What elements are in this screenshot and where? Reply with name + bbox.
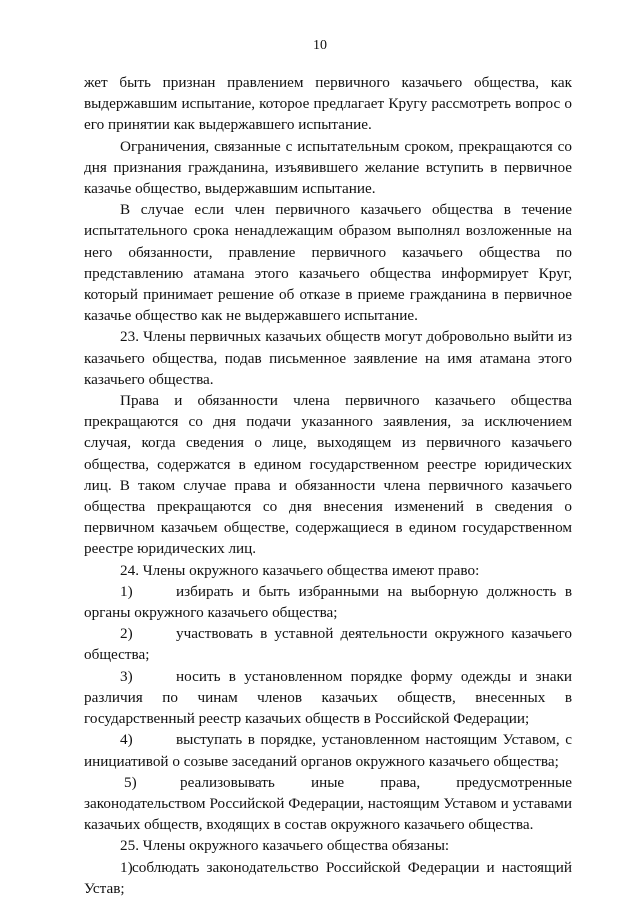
list-item-number: 3) [120, 667, 133, 685]
list-item [84, 623, 572, 665]
list-item-number: 5) [124, 773, 137, 791]
page-number: 10 [313, 38, 327, 53]
paragraph: Права и обязанности члена первичного казачьего общества прекращаются со дня подачи указанного заявления, за исключением случая, когда сведения о лице, выходящем из первичного казачьего общества, содержатся в едином государственном реестре юридических лиц. В таком случае права и обязанности члена первичного казачьего общества прекращаются со дня внесения изменений в сведения о первичном казачьем обществе, содержащиеся в едином государственном реестре юридических лиц. [84, 392, 572, 558]
list-item-text: избирать и быть избранными на выборную должность в органы окружного казачьего общества; [84, 582, 572, 622]
paragraph: 25. Члены окружного казачьего общества обязаны: [120, 837, 450, 855]
list-item-number: 2) [120, 625, 133, 643]
list-item-number: 1) [120, 582, 133, 600]
list-item-number: 4) [120, 731, 133, 749]
paragraph: 24. Члены окружного казачьего общества имеют право: [120, 561, 480, 579]
paragraph: В случае если член первичного казачьего общества в течение испытательного срока ненадлежащим образом выполнял возложенные на него обязанности, правление первичного казачьего общества по представлению атамана этого казачьего общества информирует Круг, который принимает решение об отказе в приеме гражданина в первичное казачье общество как не выдержавшего испытание. [84, 201, 572, 325]
document-body [84, 72, 572, 899]
list-item-text: соблюдать законодательство Российской Федерации и настоящий Устав; [84, 858, 572, 897]
paragraph: 23. Члены первичных казачьих обществ могут добровольно выйти из казачьего общества, подав письменное заявление на имя атамана этого казачьего общества. [84, 328, 572, 388]
list-item-text: носить в установленном порядке форму одежды и знаки различия по чинам членов казачьих обществ, внесенных в государственный реестр казачьих обществ в Российской Федерации; [84, 667, 572, 728]
list-item-text: выступать в порядке, установленном настоящим Уставом, с инициативой о созыве заседаний органов окружного казачьего общества; [84, 731, 572, 770]
list-item [84, 729, 572, 771]
list-item [84, 666, 572, 730]
list-item [84, 772, 572, 836]
list-item-text: участвовать в уставной деятельности окружного казачьего общества; [84, 625, 572, 664]
paragraph: жет быть признан правлением первичного казачьего общества, как выдержавшим испытание, которое предлагает Кругу рассмотреть вопрос о его принятии как выдержавшего испытание. [84, 74, 572, 134]
list-item [84, 857, 572, 899]
list-item-number: 1) [120, 858, 133, 876]
paragraph: Ограничения, связанные с испытательным сроком, прекращаются со дня признания гражданина, изъявившего желание вступить в первичное казачье общество, выдержавшим испытание. [84, 137, 572, 198]
list-item [84, 581, 572, 623]
list-item-text: реализовывать иные права, предусмотренные законодательством Российской Федерации, настоящим Уставом и уставами казачьих обществ, входящих в состав окружного казачьего общества. [84, 773, 572, 834]
